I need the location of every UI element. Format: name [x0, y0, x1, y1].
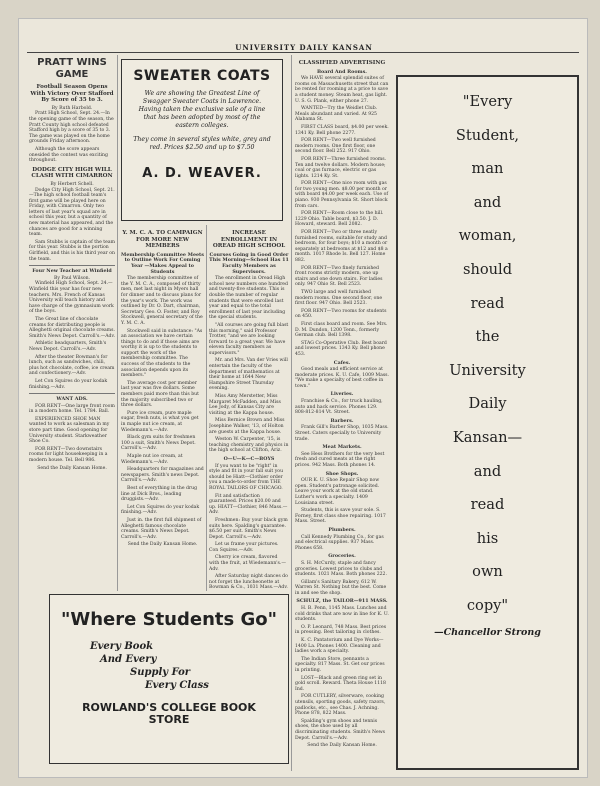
ad-text: Freshmen: Buy your black gym suits here. Spalding's guarantee. $6.50 per suit. Smith's News Depot. Carroll's.—Adv. [209, 517, 288, 540]
ad-text: Cherry ice cream, flavored with the fruit, at Wiedemann's.—Adv. [209, 555, 286, 572]
column-rule [291, 55, 292, 771]
classified-ad: Spalding's gym shoes and tennis shoes, the shoe used by all discriminating students. Smith's News Depot. Carroll's.—Adv. [295, 718, 385, 741]
section-heading: Groceries. [328, 553, 356, 560]
article-text: Sam Stubbs is captain of the team for this year. Stubbs is the portion Girlfield, and this is his third year on the team. [29, 239, 115, 262]
section-heading: Plumbers. [328, 526, 356, 533]
ad-text: Best of everything in the drug line at Dick Bros., leading druggists.—Adv. [121, 485, 198, 503]
send-home-note: Send the Daily Kansan Home. [127, 542, 198, 548]
classified-ad: FOR CUTLERY, silverware, cooking utensils, sporting goods, safety razors, padlocks, etc., see Chas. J. Achning. Phone 878, 822 Mass. [295, 694, 386, 717]
section-heading: Meat Markets. [322, 444, 362, 451]
classified-ad: FOR RENT—Two finely furnished front rooms strictly modern, one up stairs and one down stairs. For ladies only. 947 Ohio St. Bell 2523. [295, 265, 383, 288]
headline-boys: O—U—K—C—BOYS [223, 455, 275, 462]
quote-signature: —Chancellor Strong [434, 626, 541, 638]
sweater-coats-ad [121, 59, 283, 221]
rowland-name-store: STORE [148, 713, 190, 726]
classified-ad: FOR RENT—Room close to the hill. 1229 Ohio. Table board, $3.50. J. D. Howard, steward. Bell 2082. [295, 211, 384, 228]
rowland-line: Every Class [145, 680, 209, 691]
sweater-prices: They come in several styles white, grey and red. Prices $2.50 and up to $7.50 [133, 136, 271, 151]
want-ad: EXPERIENCED SHOE MAN wanted to work as salesman in my store part time. Good opening for University student. Starkweather Shoe Co. [29, 416, 110, 445]
classified-heading: CLASSIFIED ADVERTISING [298, 60, 386, 66]
want-ad: FOR RENT—One large front room in a modern home. Tel. 1784. Ball. [29, 403, 115, 415]
ad-text: Fit and satisfaction guaranteed. Prices $20.00 and up. HIATT—Clothier, 846 Mass.—Adv. [209, 493, 288, 516]
ad-text: Just in. the first full shipment of Alleghetti famous chocolate creams. Smith's News Depot. Carroll's.—Adv. [121, 517, 202, 540]
classified-ad: H. B. Penn, 1145 Mass. Lunches and cold drinks that are now in line for K. U. students. [295, 606, 389, 623]
subhead-ymca: Membership Committee Meets to Outline Work For Coming Year —Makes Appeal to Students [121, 251, 204, 275]
byline: By Paul Wilson. [53, 275, 91, 281]
quote-line: read [470, 294, 505, 312]
article-text: Stockwell said in substance: "As an association we have certain things to do and if those aims are worthy it is up to the students to support the work of the membership committee. The success of the students to the association depends upon its members." [121, 328, 203, 379]
article-text: Let Con Squires do your kodak finishing.—Adv. [29, 378, 108, 390]
classified-ad: Franchise & Co., for truck hauling, auto and hack service. Phones 129. 808-812-814 Vt. Street. [295, 399, 383, 416]
masthead-rule [27, 52, 579, 53]
classified-ad: Gillam's Sanitary Bakery, 612 W. Warren St. Nothing but the best. Come in and see the shop. [295, 579, 387, 596]
classified-ad: We HAVE several splendid suites of rooms on Massachusetts street that can be rented for rooming at a price to save a student money. Steam heat, gas light. U. S. G. Plank, either phone 27. [295, 76, 389, 104]
column-rule [117, 55, 118, 591]
article-text: Although the score appears onesided the contest was exciting throughout. [29, 146, 108, 164]
column-ymca [121, 227, 204, 591]
classified-ad: Frank Gill's Barber Shop, 1035 Mass. Street. Caters specially to University trade. [295, 425, 389, 442]
quote-line: the [475, 328, 500, 346]
subhead-pratt: Football Season Opens With Victory Over Stafford By Score of 35 to 3. [30, 84, 114, 104]
article-text: Winfield High School, Sept. 24.—Winfield this year has four new teachers. Mrs. French of Kansas University will teach history and have charge of the gymnasium work of the boys. [29, 281, 114, 315]
classified-ad: K. C. Pantatorium and Dye Works—1400 La. Phones 1400. Cleaning and ladies work a specialty. [295, 638, 384, 655]
quote-line: man [471, 160, 504, 178]
divider [29, 265, 115, 266]
want-ad: FOR RENT—Two downstairs rooms for light housekeeping in a modern house. Tel. Bell 986. [29, 446, 108, 464]
classified-ad: S. H. McCurdy, staple and fancy groceries. Lowest prices to clubs and students. 1021 Mass. Both phones 222. [295, 560, 387, 578]
headline-dodge: DODGE CITY HIGH WILL CLASH WITH CIMARRON [31, 166, 113, 180]
classified-ad: The Indian Store, pennants a specialty. 817 Mass. St. Get our prices in printing. [295, 656, 385, 673]
quote-line: own [472, 563, 503, 581]
read-your-copy-ad [396, 75, 579, 770]
quote-line: Student, [455, 126, 520, 144]
headline-pratt: PRATT WINS GAME [37, 57, 107, 80]
ad-text: Maple nut ice cream, at Wiedemann's.—Adv. [121, 453, 183, 465]
subhead-oread: Courses Going in Good Order This Morning—School Has 11 Faculty Members as Supervisors. [209, 251, 289, 275]
headline-winfield: Four New Teacher at Winfield [32, 268, 112, 275]
classified-ad: TWO large and well furnished modern rooms. One second floor, one first floor. 947 Ohio. Bell 2523. [295, 289, 383, 307]
sweater-title: SWEATER COATS [133, 68, 271, 84]
newspaper-page [18, 18, 588, 778]
ad-text: If you want to be "right" in style and fit in your fall suit you should be Hiatt—Clothier order you a made-to-order from THE ROYAL TAILORS OF CHICAGO. [209, 463, 284, 491]
quote-line: copy" [466, 596, 509, 614]
quote-line: should [462, 260, 513, 278]
send-home-note: Send the Daily Kansan Home. [37, 465, 107, 471]
ad-text: Let Con Squires do your kodak finishing.—Adv. [121, 504, 200, 516]
sweater-merchant: A. D. WEAVER. [142, 166, 262, 181]
article-text: Dodge City High School, Sept. 21.—The high school football team's first game will be played here on Friday, with Cimarron. Only two letters of last year's squad are in school this year, but a quantity of new material has appeared, and the chances are good for a winning team. [29, 187, 115, 238]
quote-line: his [476, 529, 499, 547]
classified-ad: O. P. Leonard, 748 Mass. Best prices in pressing. Best tailoring in clothes. [295, 624, 387, 636]
article-text: After the theater Bowman's for lunch, such as sandwiches, chili, plus hot chocolate, coffee, ice cream and confectionery.—Adv. [29, 354, 115, 377]
headline-oread: INCREASE ENROLLMENT IN OREAD HIGH SCHOOL [212, 230, 286, 250]
byline: By Herbert Schell. [50, 181, 94, 187]
section-heading: SCHULZ, the TAILOR—911 MASS. [296, 598, 388, 605]
classified-ad: OUR K. U. Shoe Repair Shop now open. Student's patronage solicited. Leave your work at the old stand. Luther's work a specialty. 1409 Louisiana street. [295, 478, 380, 506]
sweater-text: We are showing the Greatest Line of Swagger Sweater Coats in Lawrence. Having taken the exclusive sale of a line that has been adopted by most of the eastern colleges. [138, 90, 266, 129]
classified-ad: FOR RENT—Two or three neatly furnished rooms, suitable for study and bedroom, for four boys; $10 a month or separately at bedrooms at $12 and $8 a month. 1017 Rhode Is. Bell 127. Home 882. [295, 230, 388, 263]
quote-line: Kansan— [452, 428, 523, 446]
quote-line: woman, [458, 227, 517, 245]
rowland-title: "Where Students Go" [61, 609, 277, 630]
ad-text: Black gym suits for freshmen 100 a suit, Smith's News Depot. Carroll's.—Adv. [121, 435, 196, 452]
classified-ad: FOR RENT—Two well furnished modern rooms. One first floor, one second floor. Bell 252. 917 Ohio. [295, 138, 376, 155]
article-text: Miss Amy Merstetter, Miss Margaret McFadden, and Miss Lee Jody, of Kansas City are visiting at the Kappa house. [209, 394, 281, 416]
article-text: The membership committee of the Y. M. C. A., composed of thirty men, met last night in Myers hall for dinner and to discuss plans for the year's work. The work was outlined by Dr. O. Dart, chairman, Secretary Geo. O. Foster, and Roy Stockwell, general secretary of the Y. M. C. A. [121, 276, 203, 326]
quote-line: Daily [468, 395, 507, 413]
quote-line: and [473, 462, 502, 480]
rowland-line: Every Book [90, 641, 154, 652]
column-rule [206, 225, 207, 591]
quote-lines [398, 85, 577, 623]
rowland-line: Supply For [130, 667, 191, 678]
ad-text: After Saturday night dances do not forget the luncheonette at Bowman & Co., 1031 Mass.—Adv. [209, 574, 288, 591]
ad-text: Let us frame your pictures. Con Squires.—Adv. [209, 542, 279, 553]
masthead: UNIVERSITY DAILY KANSAN [235, 43, 373, 52]
article-text: The average cost per member last year was five dollars. Some members paid more than this but the majority subscribed two or three dollars. [121, 380, 199, 409]
article-text: Pratt High School, Sept. 24.—In the opening game of the season, the Pratt County high school defeated Stafford high by a score of 35 to 3. The game was played on the home grounds Friday afternoon. [29, 111, 114, 145]
ad-text: Headquarters for magazines and newspapers. Smith's news Depot. Carroll's.—Adv. [121, 467, 204, 484]
rowland-name: ROWLAND'S COLLEGE BOOK [82, 701, 256, 714]
column-classified [295, 57, 389, 773]
classified-ad: First class board and room. See Mrs. D. M. Dundon, 1200 Tenn., formerly German club. Bell 1398. [295, 321, 388, 339]
classified-ad: FOR RENT—Three furnished rooms. Ten and twelve dollars. Modern house; coal or gas furnace, electric or gas lights. 1214 Ky. St. [295, 156, 387, 179]
article-text: The enrollment in Oread High school new numbers one hundred and twenty-five students. This is double the number of regular students that were enrolled last year and equal to the total enrollment of last year including the special students. [209, 276, 288, 321]
classified-ad: FOR RENT—One nice room with gas for two young men. $8.00 per month or with board $4.00 per week each. Use of piano. 930 Pennsylvania St. Short block from cars. [295, 181, 389, 209]
section-heading: Barbers. [330, 417, 354, 424]
divider [29, 393, 115, 394]
byline: By Ruth Harbold. [51, 105, 93, 111]
classified-ad: WANTED—Try the Weidlet Club. Meals abundant and varied. At 925 Alabama St. [295, 106, 378, 123]
classified-ad: See Hess Brothers for the very best fresh and cured meats at the right prices. 942 Mass. Both phones 14. [295, 451, 385, 468]
headline-ymca: Y. M. C. A. TO CAMPAIGN FOR MORE NEW MEMBERS [122, 230, 203, 250]
want-ads-heading: WANT ADS. [56, 396, 88, 403]
send-home-note: Send the Daily Kansan Home. [307, 743, 377, 749]
column-sports [29, 57, 115, 593]
rowland-line: And Every [100, 654, 157, 665]
section-heading: Cafes. [333, 359, 351, 366]
column-oread [209, 227, 289, 591]
classified-ad: FIRST CLASS board, $4.00 per week. 1341 Ky. Bell phone 2277. [295, 124, 389, 136]
article-text: "All courses are going full blast this morning," said Professor Trotter, "and we are looking forward to a great year. We have eleven faculty members as supervisors." [209, 322, 289, 356]
quote-line: and [473, 193, 502, 211]
article-text: Athletic headquarters, Smith's News Depot. Carroll's.—Adv. [29, 341, 107, 352]
section-heading: Board And Rooms. [317, 68, 367, 75]
article-text: Miss Bernice Brown and Miss Josephine Walker, '13, of Holton are guests at the Kappa house. [209, 418, 285, 435]
section-heading: Shoe Shops. [325, 470, 359, 477]
ad-text: Pure ice cream, pure maple sugar, fresh nuts, is what you get in maple nut ice cream, at Wiedemann's.—Adv. [121, 410, 199, 433]
classified-ad: FOR RENT—Two rooms for students on 450. [295, 308, 387, 320]
article-text: The Great line of chocolate creams for distributing people is Alleghetti original chocolate creams. Smith's News Depot. Carroll's.—Adv. [29, 316, 115, 339]
rowland-bookstore-ad [49, 594, 289, 764]
quote-line: "Every [462, 93, 513, 110]
section-heading: Liveries. [330, 391, 354, 398]
classified-ad: Students, this is save your sole. S. Forney, first class shoe repairing. 1017 Mass. Street. [295, 508, 386, 525]
classified-ad: LOST—Black and green ring set in gold scroll. Reward. Theta House 1118 Ind. [295, 675, 386, 692]
classified-ad: STAG Co-Operative Club. Best board and lowest prices. 1343 Ky. Bell phone 453. [295, 340, 387, 357]
article-text: Mr. and Mrs. Van der Vries will entertain the faculty of the department of mathematics at their home at 1644 New Hampshire Street Thursday evening. [209, 358, 288, 392]
quote-line: read [470, 496, 505, 514]
classified-ad: Good meals and efficient service at moderate prices. K. U. Cafe, 1009 Mass. "We make a specialty of best coffee in town." [295, 367, 389, 389]
article-text: Weston W. Carpenter, '15, is teaching chemistry and physics in the high school at Clifton, Ariz. [209, 437, 289, 454]
quote-line: University [449, 361, 526, 379]
classified-ad: Call Kennedy Plumbing Co., for gas and electrical supplies. 937 Mass. Phones 658. [295, 534, 384, 551]
